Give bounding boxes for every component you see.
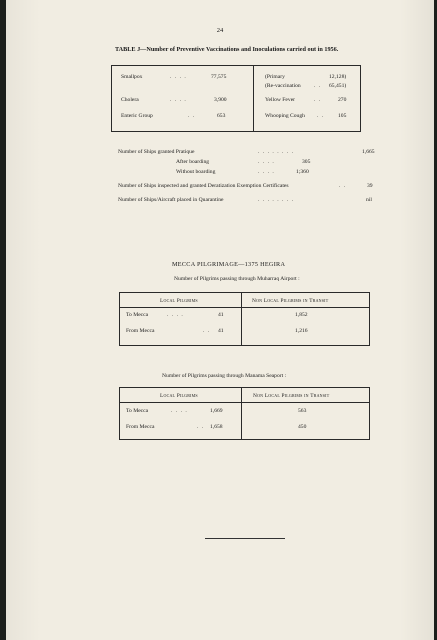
seaport-local-value: 1,658 [210, 424, 223, 430]
vaccine-label-smallpox: Smallpox [121, 74, 143, 80]
row-dots: . . . . . . . . [258, 197, 294, 203]
after-boarding-value: 305 [302, 159, 311, 165]
seaport-header-local: Local Pilgrims [160, 393, 198, 399]
airport-table [119, 292, 370, 346]
vaccine-label-primary: (Primary [265, 74, 285, 80]
vaccination-table [111, 65, 361, 132]
airport-caption: Number of Pilgrims passing through Muharraq Airport : [174, 276, 300, 282]
airport-local-value: 41 [218, 328, 224, 334]
after-boarding-label: After boarding [176, 159, 210, 165]
row-dots: . . . . . . . . [258, 149, 294, 155]
seaport-transit-value: 563 [298, 408, 307, 414]
vaccine-value-primary: 12,128) [329, 74, 347, 80]
vaccine-value-enteric: 653 [217, 113, 226, 119]
seaport-local-value: 1,669 [210, 408, 223, 414]
vaccine-value-yellow-fever: 270 [338, 97, 347, 103]
seaport-row-label: To Mecca [126, 408, 149, 414]
airport-header-transit: Non Local Pilgrims in Transit [252, 298, 329, 304]
airport-header-local: Local Pilgrims [160, 298, 198, 304]
airport-row-label: From Mecca [126, 328, 155, 334]
mecca-heading: MECCA PILGRIMAGE—1375 HEGIRA [172, 261, 286, 268]
table-caption: TABLE J—Number of Preventive Vaccinations and Inoculations carried out in 1956. [115, 46, 339, 53]
seaport-transit-value: 450 [298, 424, 307, 430]
vaccination-divider [253, 66, 254, 131]
seaport-divider [241, 388, 242, 439]
row-dots: . . [314, 97, 322, 103]
airport-divider [241, 293, 242, 345]
row-dots: . . . . [170, 74, 187, 80]
airport-local-value: 41 [218, 312, 224, 318]
seaport-row-label: From Mecca [126, 424, 155, 430]
airport-row-label: To Mecca [126, 312, 149, 318]
row-dots: . . [314, 83, 322, 89]
seaport-header-transit: Non Local Pilgrims in Transit [253, 393, 330, 399]
row-dots: . . . . [258, 169, 275, 175]
vaccine-value-smallpox: 77,575 [211, 74, 227, 80]
row-dots: . . [203, 328, 211, 334]
ships-granted-value: 1,665 [362, 149, 375, 155]
vaccine-value-cholera: 3,900 [214, 97, 227, 103]
row-dots: . . . . [171, 408, 188, 414]
deratization-value: 39 [367, 183, 373, 189]
airport-transit-value: 1,852 [295, 312, 308, 318]
seaport-table [119, 387, 370, 440]
document-page [6, 0, 434, 640]
without-boarding-label: Without boarding [176, 169, 216, 175]
quarantine-label: Number of Ships/Aircraft placed in Quarantine [118, 197, 224, 203]
airport-header-rule [120, 307, 369, 308]
closing-rule [205, 538, 285, 539]
row-dots: . . [188, 113, 196, 119]
airport-transit-value: 1,216 [295, 328, 308, 334]
quarantine-value: nil [366, 197, 372, 203]
ships-granted-label: Number of Ships granted Pratique [118, 149, 195, 155]
vaccine-label-revaccination: (Re-vaccination [265, 83, 301, 89]
row-dots: . . [197, 424, 205, 430]
seaport-caption: Number of Pilgrims passing through Manama Seaport : [162, 373, 287, 379]
vaccine-label-cholera: Cholera [121, 97, 139, 103]
vaccine-label-enteric: Enteric Group [121, 113, 153, 119]
vaccine-value-whooping-cough: 105 [338, 113, 347, 119]
vaccine-label-whooping-cough: Whooping Cough [265, 113, 305, 119]
page-number: 24 [216, 27, 224, 34]
vaccine-value-revaccination: 65,451) [329, 83, 347, 89]
row-dots: . . . . [170, 97, 187, 103]
seaport-header-rule [120, 402, 369, 403]
row-dots: . . [339, 183, 347, 189]
without-boarding-value: 1;360 [296, 169, 309, 175]
row-dots: . . [317, 113, 325, 119]
row-dots: . . . . [258, 159, 275, 165]
vaccine-label-yellow-fever: Yellow Fever [265, 97, 296, 103]
deratization-label: Number of Ships inspected and granted Deratization Exemption Certificates [118, 183, 289, 189]
row-dots: . . . . [167, 312, 184, 318]
